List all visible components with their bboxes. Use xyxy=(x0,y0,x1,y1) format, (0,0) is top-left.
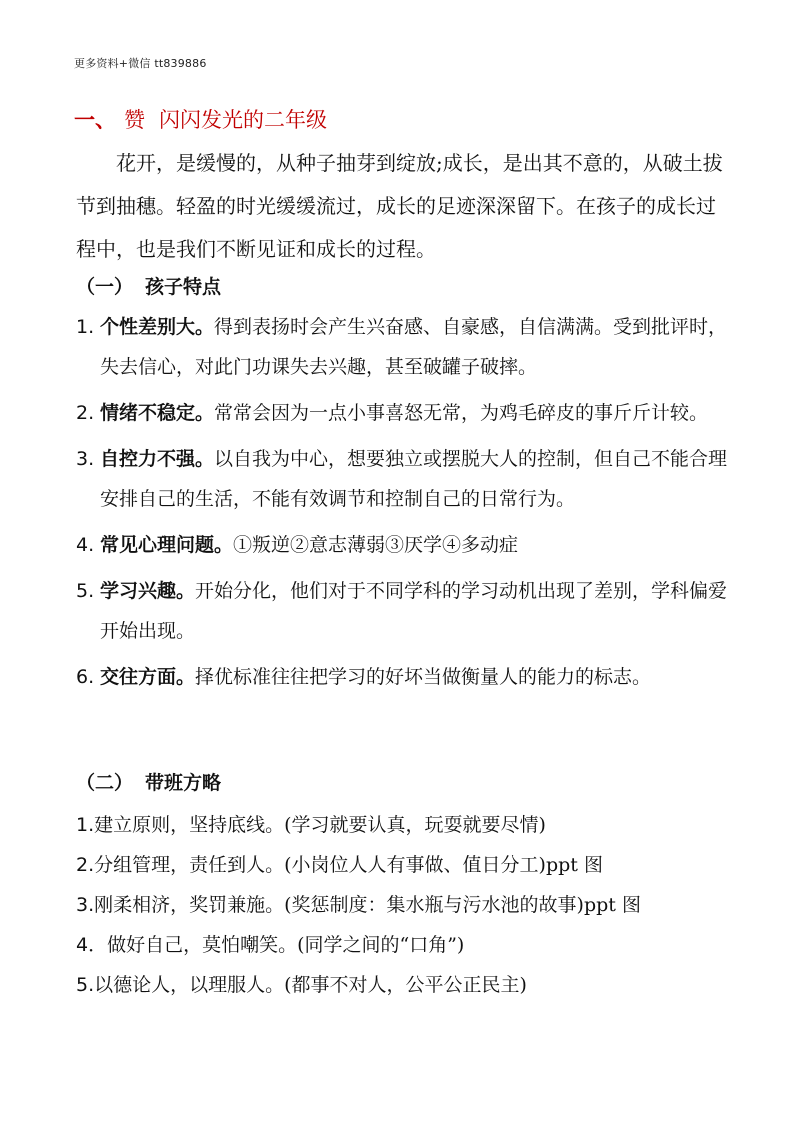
item-text: 择优标准往往把学习的好坏当做衡量人的能力的标志。 xyxy=(195,666,652,688)
item-index: 3. xyxy=(76,894,95,916)
item-index: 4. xyxy=(76,534,95,556)
item-text: 以德论人，以理服人。(都事不对人，公平公正民主) xyxy=(94,974,527,996)
header-note: 更多资料+微信 tt839886 xyxy=(74,57,207,70)
item-bold-lead: 情绪不稳定。 xyxy=(100,402,215,424)
list-item xyxy=(76,925,736,965)
item-bold-lead: 交往方面。 xyxy=(100,666,196,688)
item-text: 以自我为中心，想要独立或摆脱大人的控制，但自己不能合理安排自己的生活，不能有效调节和控制自己的日常行为。 xyxy=(100,448,728,510)
item-text: ①叛逆②意志薄弱③厌学④多动症 xyxy=(233,534,519,556)
list-item xyxy=(76,571,731,651)
section-title: 闪闪发光的二年级 xyxy=(159,108,327,132)
list-item xyxy=(76,845,736,885)
item-text: 常常会因为一点小事喜怒无常，为鸡毛碎皮的事斤斤计较。 xyxy=(214,402,709,424)
intro-paragraph: 花开，是缓慢的，从种子抽芽到绽放;成长，是出其不意的，从破土拔节到抽穗。轻盈的时光缓缓流过，成长的足迹深深留下。在孩子的成长过程中，也是我们不断见证和成长的过程。 xyxy=(76,151,723,261)
list-item xyxy=(76,525,731,565)
item-bold-lead: 自控力不强。 xyxy=(100,448,215,470)
strategy-list xyxy=(76,805,736,1005)
item-bold-lead: 学习兴趣。 xyxy=(100,580,196,602)
item-index: 6. xyxy=(76,666,95,688)
strategy-heading xyxy=(76,768,221,795)
list-item xyxy=(76,307,731,387)
item-text: 得到表扬时会产生兴奋感、自豪感，自信满满。受到批评时，失去信心，对此门功课失去兴趣，甚至破罐子破摔。 xyxy=(100,316,728,378)
strategy-title: 带班方略 xyxy=(145,772,222,794)
list-item xyxy=(76,393,731,433)
traits-list xyxy=(76,307,731,703)
item-index: 2. xyxy=(76,402,95,424)
list-item xyxy=(76,439,731,519)
item-text: 做好自己，莫怕嘲笑。(同学之间的“口角”) xyxy=(107,934,465,956)
list-item xyxy=(76,657,731,697)
strategy-label: （二） xyxy=(76,772,134,794)
list-item xyxy=(76,885,736,925)
item-index: 2. xyxy=(76,854,95,876)
item-text: 分组管理，责任到人。(小岗位人人有事做、值日分工)ppt 图 xyxy=(94,854,603,876)
item-text: 开始分化，他们对于不同学科的学习动机出现了差别，学科偏爱开始出现。 xyxy=(100,580,728,642)
traits-title: 孩子特点 xyxy=(145,276,222,298)
item-index: 4． xyxy=(76,934,108,956)
item-text: 建立原则，坚持底线。(学习就要认真，玩耍就要尽情) xyxy=(94,814,546,836)
list-item xyxy=(76,965,736,1005)
traits-label: （一） xyxy=(76,276,134,298)
section-word: 赞 xyxy=(124,108,145,132)
item-index: 3. xyxy=(76,448,95,470)
item-index: 5. xyxy=(76,974,95,996)
item-text: 刚柔相济，奖罚兼施。(奖惩制度：集水瓶与污水池的故事)ppt 图 xyxy=(94,894,641,916)
traits-heading xyxy=(76,272,221,299)
section-number: 一、 xyxy=(74,107,116,132)
section-heading xyxy=(74,104,327,134)
item-bold-lead: 个性差别大。 xyxy=(100,316,215,338)
item-index: 1. xyxy=(76,814,95,836)
list-item xyxy=(76,805,736,845)
item-bold-lead: 常见心理问题。 xyxy=(100,534,234,556)
item-index: 1. xyxy=(76,316,95,338)
item-index: 5. xyxy=(76,580,95,602)
